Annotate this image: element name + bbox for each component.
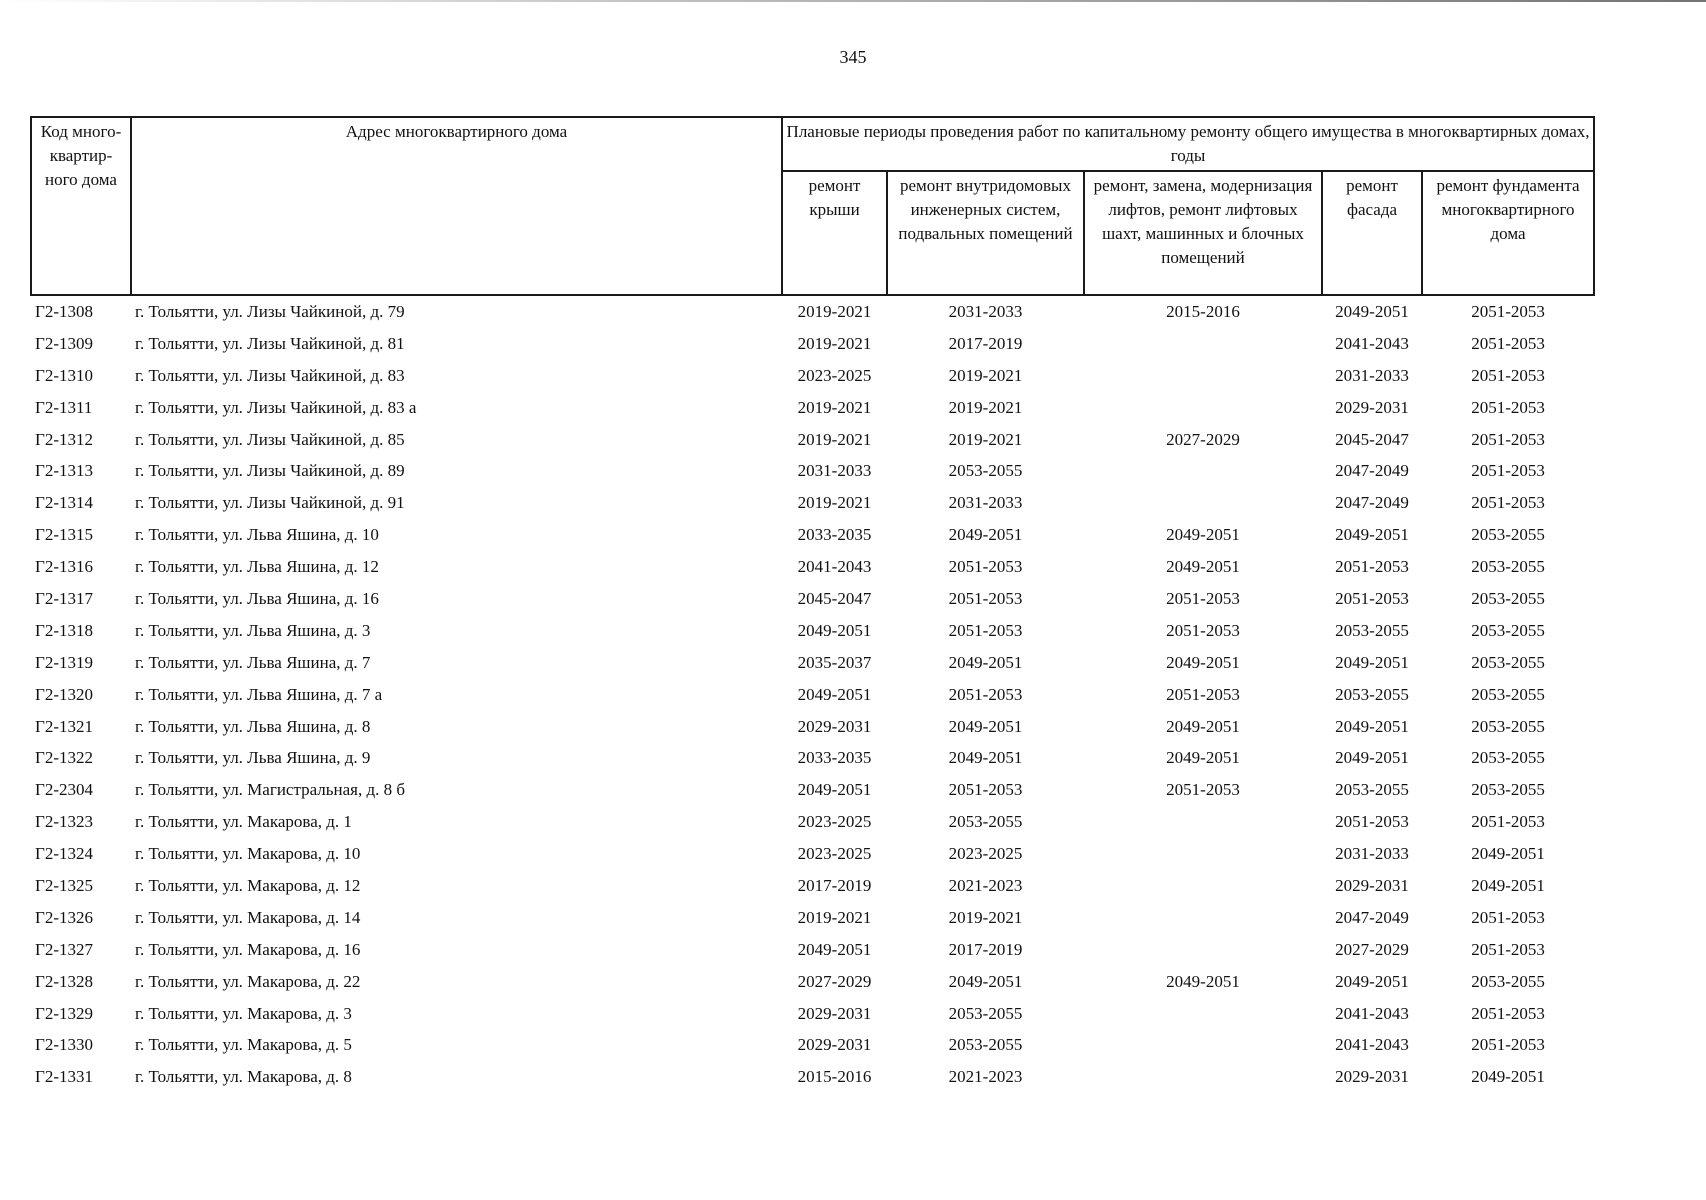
cell-roof: 2033-2035 — [797, 748, 872, 768]
cell-address: г. Тольятти, ул. Лизы Чайкиной, д. 89 — [135, 461, 405, 481]
cell-foundation: 2051-2053 — [1471, 429, 1545, 449]
cell-lifts — [1084, 806, 1322, 838]
cell-code: Г2-1329 — [35, 1003, 93, 1023]
cell-facade: 2041-2043 — [1335, 1003, 1409, 1023]
cell-lifts — [1084, 328, 1322, 360]
cell-systems: 2053-2055 — [948, 1035, 1023, 1055]
page-number: 345 — [839, 47, 867, 67]
cell-roof: 2019-2021 — [797, 397, 872, 417]
cell-lifts — [1084, 838, 1322, 870]
cell-address: г. Тольятти, ул. Льва Яшина, д. 10 — [135, 525, 379, 545]
table-row — [31, 647, 1594, 679]
cell-facade: 2049-2051 — [1335, 652, 1409, 672]
cell-roof: 2045-2047 — [797, 588, 872, 608]
cell-systems: 2017-2019 — [948, 333, 1023, 353]
cell-lifts — [1084, 1061, 1322, 1093]
cell-systems: 2053-2055 — [948, 461, 1023, 481]
table-row — [31, 615, 1594, 647]
table-row — [31, 519, 1594, 551]
cell-code: Г2-1316 — [35, 557, 93, 577]
cell-roof: 2017-2019 — [797, 875, 872, 895]
cell-code: Г2-1313 — [35, 461, 93, 481]
cell-roof: 2049-2051 — [797, 620, 872, 640]
cell-lifts — [1084, 487, 1322, 519]
cell-systems: 2049-2051 — [948, 525, 1023, 545]
header-roof: ремонт крыши — [782, 171, 887, 295]
cell-foundation: 2053-2055 — [1471, 588, 1545, 608]
table-row — [31, 966, 1594, 998]
cell-address: г. Тольятти, ул. Льва Яшина, д. 9 — [135, 748, 371, 768]
cell-foundation: 2051-2053 — [1471, 461, 1545, 481]
cell-facade: 2049-2051 — [1335, 748, 1409, 768]
cell-foundation: 2051-2053 — [1471, 907, 1545, 927]
table-row — [31, 1029, 1594, 1061]
cell-systems: 2019-2021 — [948, 365, 1023, 385]
cell-foundation: 2049-2051 — [1471, 1067, 1545, 1087]
capital-repair-schedule-table — [30, 116, 1595, 1093]
cell-code: Г2-1310 — [35, 365, 93, 385]
cell-systems: 2023-2025 — [948, 844, 1023, 864]
cell-roof: 2033-2035 — [797, 525, 872, 545]
table-row — [31, 870, 1594, 902]
cell-lifts — [1084, 934, 1322, 966]
table-row — [31, 360, 1594, 392]
cell-roof: 2027-2029 — [797, 971, 872, 991]
cell-code: Г2-1325 — [35, 875, 93, 895]
cell-facade: 2031-2033 — [1335, 365, 1409, 385]
cell-foundation: 2053-2055 — [1471, 525, 1545, 545]
cell-code: Г2-1326 — [35, 907, 93, 927]
table-row — [31, 424, 1594, 456]
cell-facade: 2047-2049 — [1335, 493, 1409, 513]
cell-address: г. Тольятти, ул. Лизы Чайкиной, д. 83 — [135, 365, 405, 385]
cell-address: г. Тольятти, ул. Макарова, д. 3 — [135, 1003, 352, 1023]
cell-facade: 2047-2049 — [1335, 461, 1409, 481]
cell-facade: 2053-2055 — [1335, 684, 1409, 704]
cell-systems: 2049-2051 — [948, 748, 1023, 768]
cell-roof: 2049-2051 — [797, 780, 872, 800]
cell-code: Г2-1331 — [35, 1067, 93, 1087]
cell-code: Г2-1309 — [35, 333, 93, 353]
table-row — [31, 328, 1594, 360]
table-row — [31, 838, 1594, 870]
cell-facade: 2049-2051 — [1335, 525, 1409, 545]
cell-address: г. Тольятти, ул. Лизы Чайкиной, д. 79 — [135, 301, 405, 321]
cell-systems: 2017-2019 — [948, 939, 1023, 959]
cell-address: г. Тольятти, ул. Льва Яшина, д. 7 — [135, 652, 371, 672]
cell-lifts — [1084, 455, 1322, 487]
cell-facade: 2029-2031 — [1335, 1067, 1409, 1087]
cell-roof: 2029-2031 — [797, 1035, 872, 1055]
header-systems: ремонт внутридомовых инженерных систем, подвальных помещений — [887, 171, 1084, 295]
cell-address: г. Тольятти, ул. Льва Яшина, д. 7 а — [135, 684, 383, 704]
cell-foundation: 2051-2053 — [1471, 939, 1545, 959]
cell-foundation: 2051-2053 — [1471, 1035, 1545, 1055]
cell-address: г. Тольятти, ул. Льва Яшина, д. 3 — [135, 620, 371, 640]
cell-code: Г2-1315 — [35, 525, 93, 545]
cell-systems: 2051-2053 — [948, 557, 1023, 577]
cell-systems: 2019-2021 — [948, 397, 1023, 417]
cell-lifts: 2051-2053 — [1166, 620, 1240, 640]
cell-lifts: 2049-2051 — [1166, 557, 1240, 577]
cell-roof: 2023-2025 — [797, 365, 872, 385]
cell-facade: 2027-2029 — [1335, 939, 1409, 959]
cell-foundation: 2051-2053 — [1471, 333, 1545, 353]
cell-roof: 2035-2037 — [797, 652, 872, 672]
cell-foundation: 2053-2055 — [1471, 652, 1545, 672]
table-row — [31, 551, 1594, 583]
cell-foundation: 2053-2055 — [1471, 971, 1545, 991]
cell-code: Г2-1328 — [35, 971, 93, 991]
cell-address: г. Тольятти, ул. Лизы Чайкиной, д. 81 — [135, 333, 405, 353]
cell-foundation: 2053-2055 — [1471, 716, 1545, 736]
cell-lifts: 2015-2016 — [1166, 301, 1240, 321]
cell-foundation: 2051-2053 — [1471, 365, 1545, 385]
table-row — [31, 583, 1594, 615]
cell-roof: 2019-2021 — [797, 493, 872, 513]
cell-lifts — [1084, 1029, 1322, 1061]
cell-foundation: 2051-2053 — [1471, 1003, 1545, 1023]
cell-code: Г2-1330 — [35, 1035, 93, 1055]
cell-address: г. Тольятти, ул. Макарова, д. 12 — [135, 875, 361, 895]
cell-facade: 2047-2049 — [1335, 907, 1409, 927]
table-header — [31, 117, 1594, 295]
table-row — [31, 806, 1594, 838]
cell-address: г. Тольятти, ул. Макарова, д. 1 — [135, 812, 352, 832]
cell-address: г. Тольятти, ул. Макарова, д. 22 — [135, 971, 361, 991]
cell-roof: 2029-2031 — [797, 716, 872, 736]
header-address: Адрес многоквартирного дома — [131, 117, 782, 295]
cell-roof: 2015-2016 — [797, 1067, 872, 1087]
cell-code: Г2-1320 — [35, 684, 93, 704]
cell-code: Г2-1327 — [35, 939, 93, 959]
cell-foundation: 2053-2055 — [1471, 620, 1545, 640]
cell-systems: 2051-2053 — [948, 780, 1023, 800]
cell-address: г. Тольятти, ул. Макарова, д. 5 — [135, 1035, 352, 1055]
cell-code: Г2-1314 — [35, 493, 93, 513]
table-row — [31, 774, 1594, 806]
table-row — [31, 295, 1594, 328]
cell-facade: 2031-2033 — [1335, 844, 1409, 864]
cell-lifts: 2051-2053 — [1166, 780, 1240, 800]
cell-foundation: 2053-2055 — [1471, 684, 1545, 704]
cell-roof: 2041-2043 — [797, 557, 872, 577]
cell-systems: 2049-2051 — [948, 652, 1023, 672]
cell-address: г. Тольятти, ул. Льва Яшина, д. 16 — [135, 588, 379, 608]
cell-lifts: 2049-2051 — [1166, 652, 1240, 672]
cell-systems: 2019-2021 — [948, 907, 1023, 927]
table-row — [31, 711, 1594, 743]
cell-facade: 2049-2051 — [1335, 716, 1409, 736]
cell-systems: 2049-2051 — [948, 716, 1023, 736]
cell-foundation: 2051-2053 — [1471, 812, 1545, 832]
cell-facade: 2041-2043 — [1335, 333, 1409, 353]
cell-systems: 2049-2051 — [948, 971, 1023, 991]
cell-foundation: 2053-2055 — [1471, 780, 1545, 800]
cell-facade: 2041-2043 — [1335, 1035, 1409, 1055]
table-row — [31, 487, 1594, 519]
cell-systems: 2053-2055 — [948, 812, 1023, 832]
header-lifts: ремонт, замена, модернизация лифтов, ремонт лифтовых шахт, машинных и блочных помещений — [1084, 171, 1322, 295]
cell-roof: 2049-2051 — [797, 684, 872, 704]
cell-lifts — [1084, 998, 1322, 1030]
cell-code: Г2-1324 — [35, 844, 93, 864]
cell-roof: 2019-2021 — [797, 907, 872, 927]
cell-code: Г2-1317 — [35, 588, 93, 608]
cell-code: Г2-1321 — [35, 716, 93, 736]
cell-code: Г2-1322 — [35, 748, 93, 768]
cell-address: г. Тольятти, ул. Макарова, д. 16 — [135, 939, 361, 959]
header-foundation: ремонт фундамента многоквартирного дома — [1422, 171, 1594, 295]
cell-foundation: 2049-2051 — [1471, 844, 1545, 864]
cell-lifts — [1084, 392, 1322, 424]
scan-edge-line — [0, 0, 1706, 2]
header-periods: Плановые периоды проведения работ по капитальному ремонту общего имущества в многоквартирных домах, годы — [782, 117, 1594, 171]
table-row — [31, 742, 1594, 774]
header-facade: ремонт фасада — [1322, 171, 1422, 295]
header-code: Код много-квартир-ного дома — [31, 117, 131, 295]
table-row — [31, 1061, 1594, 1093]
table-row — [31, 934, 1594, 966]
cell-foundation: 2051-2053 — [1471, 301, 1545, 321]
cell-roof: 2019-2021 — [797, 429, 872, 449]
cell-foundation: 2049-2051 — [1471, 875, 1545, 895]
cell-address: г. Тольятти, ул. Макарова, д. 10 — [135, 844, 361, 864]
cell-facade: 2051-2053 — [1335, 588, 1409, 608]
cell-lifts — [1084, 902, 1322, 934]
table-row — [31, 455, 1594, 487]
cell-foundation: 2053-2055 — [1471, 557, 1545, 577]
table-row — [31, 679, 1594, 711]
cell-systems: 2051-2053 — [948, 684, 1023, 704]
cell-facade: 2029-2031 — [1335, 397, 1409, 417]
table-body — [31, 295, 1594, 1093]
cell-roof: 2023-2025 — [797, 812, 872, 832]
cell-lifts: 2049-2051 — [1166, 716, 1240, 736]
cell-systems: 2019-2021 — [948, 429, 1023, 449]
cell-systems: 2051-2053 — [948, 620, 1023, 640]
cell-systems: 2051-2053 — [948, 588, 1023, 608]
cell-roof: 2023-2025 — [797, 844, 872, 864]
cell-address: г. Тольятти, ул. Льва Яшина, д. 8 — [135, 716, 371, 736]
cell-systems: 2053-2055 — [948, 1003, 1023, 1023]
cell-facade: 2053-2055 — [1335, 620, 1409, 640]
cell-address: г. Тольятти, ул. Макарова, д. 8 — [135, 1067, 352, 1087]
cell-facade: 2029-2031 — [1335, 875, 1409, 895]
cell-facade: 2049-2051 — [1335, 971, 1409, 991]
cell-systems: 2021-2023 — [948, 1067, 1023, 1087]
cell-facade: 2051-2053 — [1335, 812, 1409, 832]
cell-roof: 2019-2021 — [797, 333, 872, 353]
table-row — [31, 902, 1594, 934]
cell-facade: 2051-2053 — [1335, 557, 1409, 577]
cell-lifts: 2051-2053 — [1166, 588, 1240, 608]
cell-lifts: 2049-2051 — [1166, 525, 1240, 545]
cell-systems: 2021-2023 — [948, 875, 1023, 895]
cell-address: г. Тольятти, ул. Магистральная, д. 8 б — [135, 780, 406, 800]
cell-address: г. Тольятти, ул. Лизы Чайкиной, д. 83 а — [135, 397, 417, 417]
table-row — [31, 392, 1594, 424]
cell-facade: 2049-2051 — [1335, 301, 1409, 321]
cell-roof: 2029-2031 — [797, 1003, 872, 1023]
cell-code: Г2-1311 — [35, 397, 93, 417]
cell-foundation: 2051-2053 — [1471, 397, 1545, 417]
cell-address: г. Тольятти, ул. Лизы Чайкиной, д. 85 — [135, 429, 405, 449]
cell-lifts: 2027-2029 — [1166, 429, 1240, 449]
cell-code: Г2-2304 — [35, 780, 93, 800]
cell-lifts — [1084, 360, 1322, 392]
cell-code: Г2-1319 — [35, 652, 93, 672]
cell-lifts: 2049-2051 — [1166, 971, 1240, 991]
cell-address: г. Тольятти, ул. Макарова, д. 14 — [135, 907, 361, 927]
cell-lifts: 2049-2051 — [1166, 748, 1240, 768]
cell-facade: 2053-2055 — [1335, 780, 1409, 800]
cell-facade: 2045-2047 — [1335, 429, 1409, 449]
cell-code: Г2-1318 — [35, 620, 93, 640]
cell-foundation: 2053-2055 — [1471, 748, 1545, 768]
cell-address: г. Тольятти, ул. Льва Яшина, д. 12 — [135, 557, 379, 577]
cell-code: Г2-1323 — [35, 812, 93, 832]
cell-lifts — [1084, 870, 1322, 902]
cell-code: Г2-1312 — [35, 429, 93, 449]
cell-systems: 2031-2033 — [948, 493, 1023, 513]
cell-roof: 2031-2033 — [797, 461, 872, 481]
table-row — [31, 998, 1594, 1030]
cell-code: Г2-1308 — [35, 301, 93, 321]
cell-systems: 2031-2033 — [948, 301, 1023, 321]
cell-address: г. Тольятти, ул. Лизы Чайкиной, д. 91 — [135, 493, 405, 513]
cell-roof: 2049-2051 — [797, 939, 872, 959]
cell-roof: 2019-2021 — [797, 301, 872, 321]
cell-lifts: 2051-2053 — [1166, 684, 1240, 704]
cell-foundation: 2051-2053 — [1471, 493, 1545, 513]
